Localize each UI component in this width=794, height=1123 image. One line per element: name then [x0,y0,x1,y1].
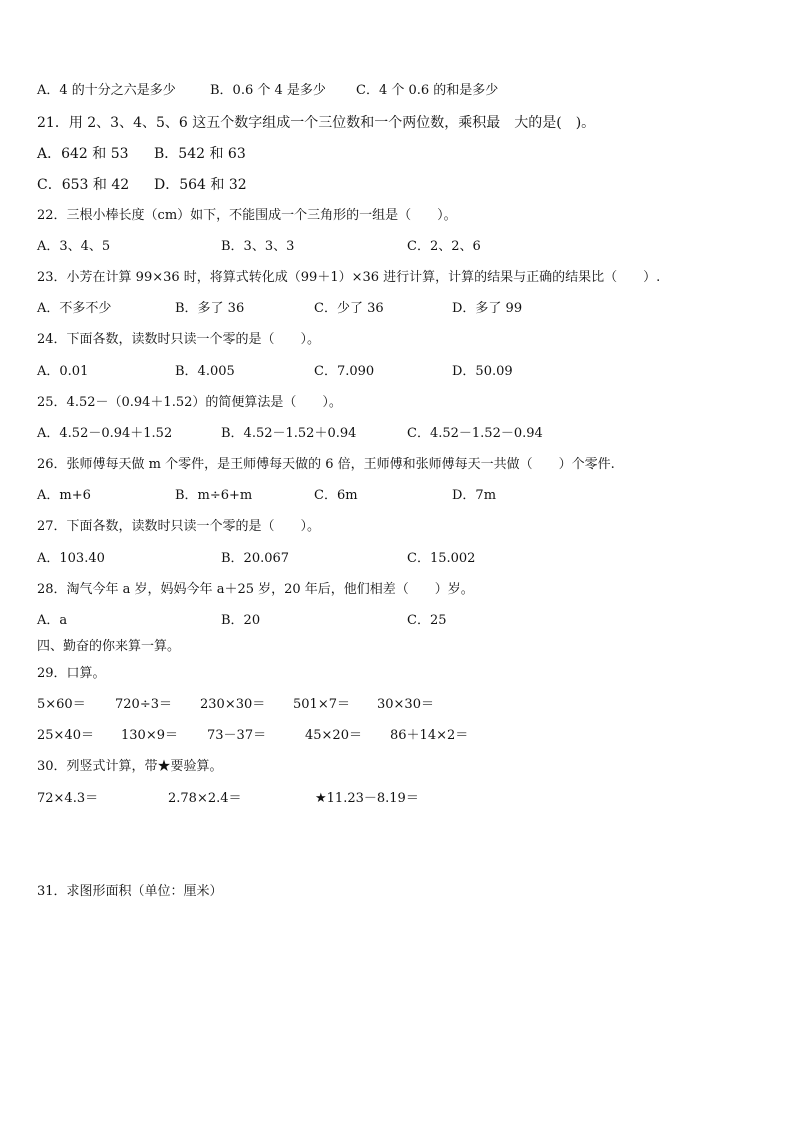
q29-row-2 [37,727,757,745]
q21-options-row2 [37,176,757,194]
q29-stem: 29．口算。 [37,666,106,681]
q31-stem: 31．求图形面积（单位：厘米） [37,884,223,899]
q27-option-c: C．15.002 [407,551,476,566]
q23-stem: 23．小芳在计算 99×36 时，将算式转化成（99＋1）×36 进行计算，计算的结果与正确的结果比（ ）. [37,270,661,285]
q22-option-a: A．3、4、5 [37,239,111,254]
q23-options [37,300,757,318]
q29-item: 30×30＝ [377,697,434,712]
q26-option-c: C．6m [314,488,358,503]
q29-item: 73－37＝ [207,728,267,743]
q23-option-a: A．不多不少 [37,301,112,316]
q26-options [37,487,757,505]
section-4-title: 四、勤奋的你来算一算。 [37,639,181,654]
q28-option-a: A．a [37,613,68,628]
q20-option-a: A．4 的十分之六是多少 [37,83,176,98]
q29-item: 45×20＝ [305,728,362,743]
q29-item: 501×7＝ [293,697,350,712]
q21-option-b: B．542 和 63 [154,146,246,162]
q29-item: 25×40＝ [37,728,94,743]
q23-option-d: D．多了 99 [452,301,523,316]
q24-option-c: C．7.090 [314,364,375,379]
q23-option-b: B．多了 36 [175,301,245,316]
q20-option-c: C．4 个 0.6 的和是多少 [356,83,499,98]
q23-option-c: C．少了 36 [314,301,384,316]
q24-option-d: D．50.09 [452,364,513,379]
q29-item: 130×9＝ [121,728,178,743]
q30-item: 2.78×2.4＝ [168,791,242,806]
q30-item: 72×4.3＝ [37,791,99,806]
q22-option-c: C．2、2、6 [407,239,481,254]
q24-option-a: A．0.01 [37,364,89,379]
q28-option-c: C．25 [407,613,447,628]
q29-item: 86＋14×2＝ [390,728,469,743]
q21-options-row1 [37,145,757,163]
q30-item: ★11.23－8.19＝ [315,791,419,806]
q27-stem: 27．下面各数，读数时只读一个零的是（ ）。 [37,519,321,534]
q21-option-d: D．564 和 32 [154,177,247,193]
q25-options [37,425,757,443]
q26-option-b: B．m÷6+m [175,488,253,503]
q26-option-d: D．7m [452,488,497,503]
q29-row-1 [37,696,757,714]
q25-option-b: B．4.52－1.52＋0.94 [221,426,357,441]
q25-stem: 25．4.52－（0.94＋1.52）的简便算法是（ ）。 [37,395,342,410]
q25-option-a: A．4.52－0.94＋1.52 [37,426,173,441]
q20-options [37,82,757,100]
q27-options [37,550,757,568]
q22-option-b: B．3、3、3 [221,239,295,254]
q28-option-b: B．20 [221,613,261,628]
q26-option-a: A．m+6 [37,488,91,503]
q22-options [37,238,757,256]
q29-item: 230×30＝ [200,697,266,712]
q21-stem: 21．用 2、3、4、5、6 这五个数字组成一个三位数和一个两位数，乘积最 大的是( )。 [37,115,596,131]
q20-option-b: B．0.6 个 4 是多少 [210,83,326,98]
q21-option-a: A．642 和 53 [37,146,129,162]
q30-stem: 30．列竖式计算，带★要验算。 [37,759,223,774]
q24-options [37,363,757,381]
q28-options [37,612,757,630]
q25-option-c: C．4.52－1.52－0.94 [407,426,543,441]
q24-option-b: B．4.005 [175,364,235,379]
q29-item: 720÷3＝ [115,697,172,712]
q29-item: 5×60＝ [37,697,86,712]
q24-stem: 24．下面各数，读数时只读一个零的是（ ）。 [37,332,321,347]
q22-stem: 22．三根小棒长度（cm）如下，不能围成一个三角形的一组是（ ）。 [37,208,457,223]
q28-stem: 28．淘气今年 a 岁，妈妈今年 a＋25 岁，20 年后，他们相差（ ）岁。 [37,582,474,597]
q21-option-c: C．653 和 42 [37,177,130,193]
q27-option-a: A．103.40 [37,551,105,566]
q26-stem: 26．张师傅每天做 m 个零件，是王师傅每天做的 6 倍，王师傅和张师傅每天一共做（ ）个零件. [37,457,615,472]
q30-items [37,790,757,808]
q27-option-b: B．20.067 [221,551,290,566]
